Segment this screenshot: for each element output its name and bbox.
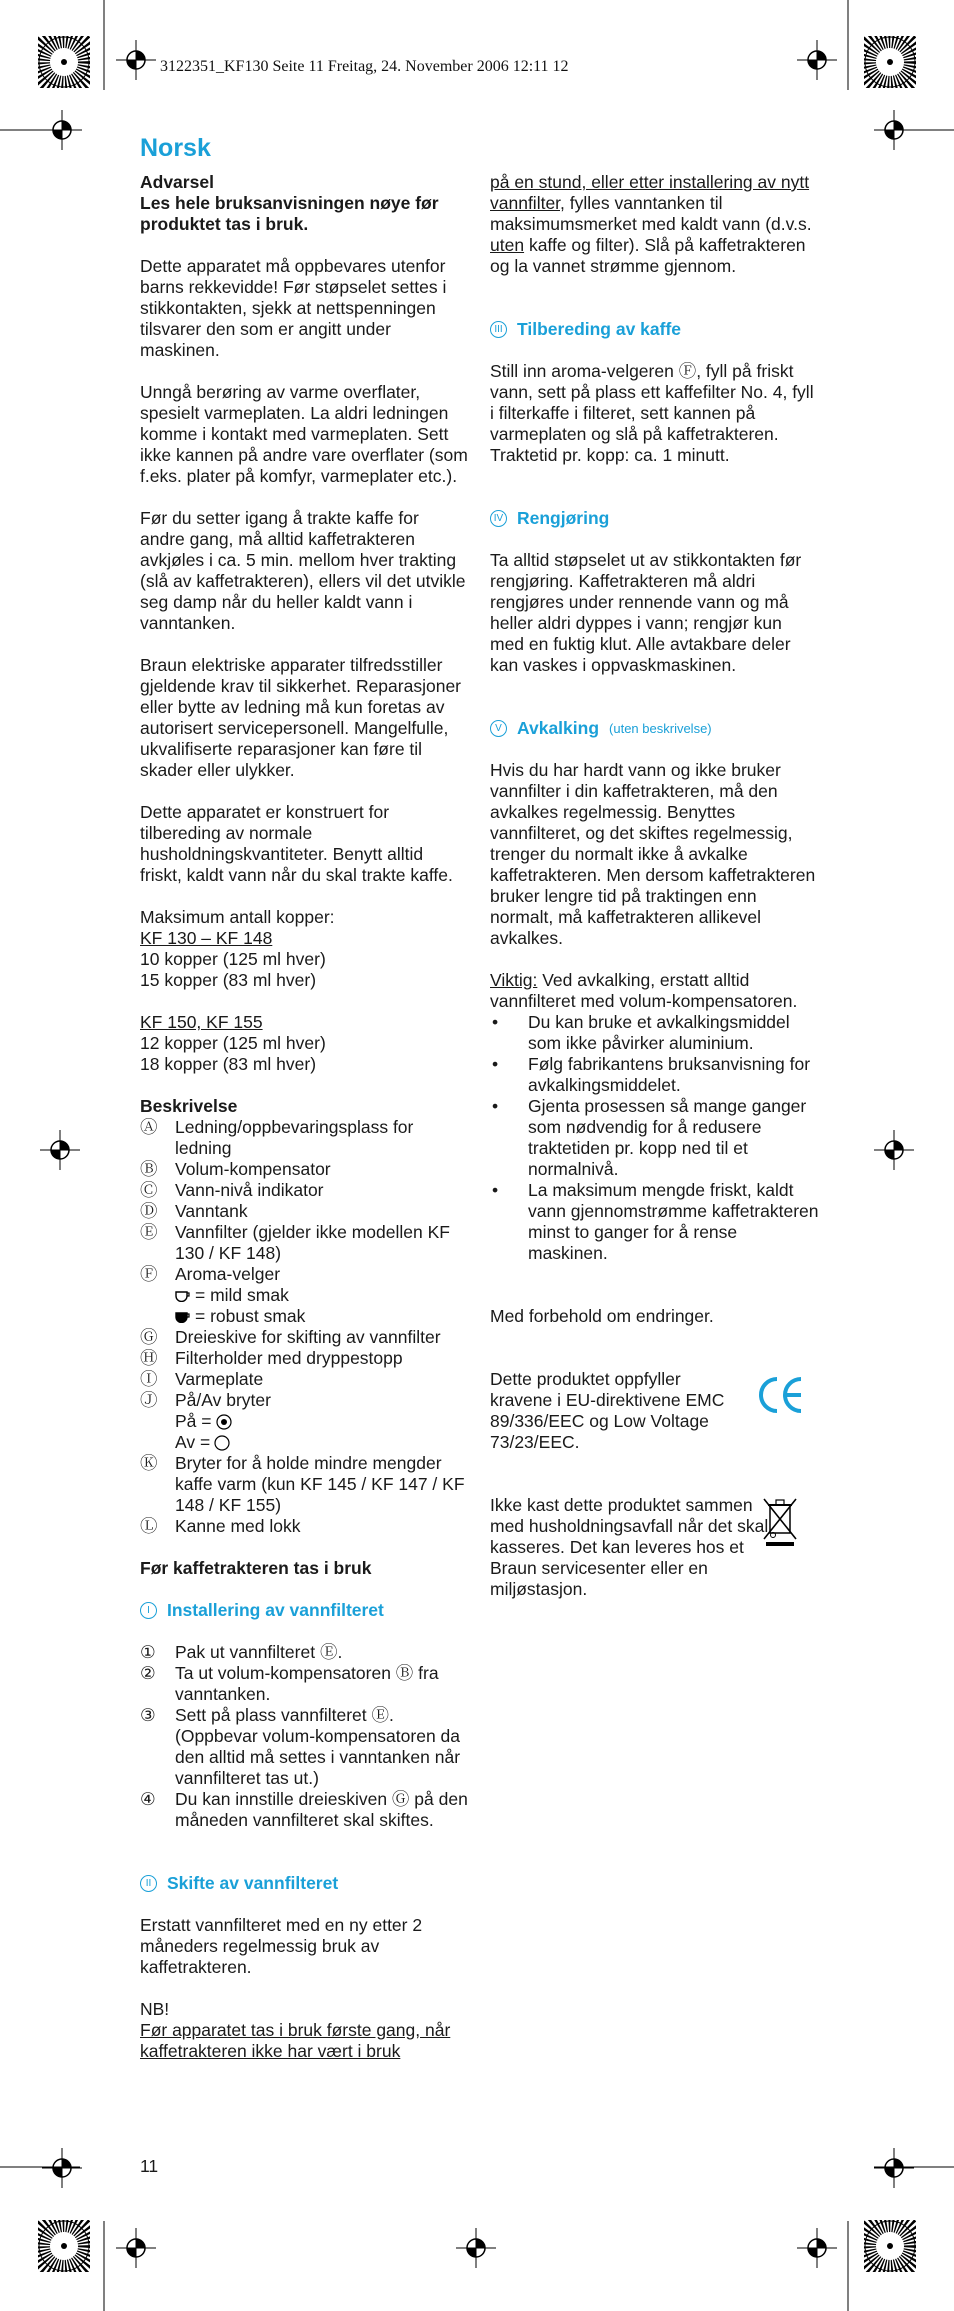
switch-off-icon <box>214 1435 230 1451</box>
model-group-a-line-1: 10 kopper (125 ml hver) <box>140 949 326 969</box>
crosshair-icon <box>116 2228 156 2268</box>
crosshair-icon <box>42 110 82 150</box>
switch-on-icon <box>216 1414 232 1430</box>
crosshair-icon <box>116 40 156 80</box>
crosshair-icon <box>40 1130 80 1170</box>
list-item: Ⓗ Filterholder med dryppestopp <box>140 1348 403 1368</box>
warning-paragraph-2: Unngå berøring av varme overflater, spesielt varmeplaten. La aldri ledningen komme i kontakt med varmeplaten. Sett ikke kannen på andre vare overflater (som f.eks. plater på komfyr, varmeplater etc.). <box>140 382 468 486</box>
section-number-badge: I <box>140 1602 157 1619</box>
section-4-paragraph: Ta alltid støpselet ut av stikkontakten før rengjøring. Kaffetrakteren må aldri rengjøres under rennende vann og må heller aldri dyppes i vann; rengjør kun med en fuktig klut. Alle avtakbare deler kan vaskes i oppvaskmaskinen. <box>490 550 802 675</box>
radial-target-icon <box>864 36 916 88</box>
left-column <box>140 172 468 2062</box>
description-title: Beskrivelse <box>140 1096 238 1116</box>
descaling-bullets <box>490 1012 820 1264</box>
model-group-b-line-2: 18 kopper (83 ml hver) <box>140 1054 317 1074</box>
section-2-paragraph: Erstatt vannfilteret med en ny etter 2 måneders regelmessig bruk av kaffetrakteren. <box>140 1915 423 1977</box>
list-item: Ⓓ Vanntank <box>140 1201 248 1221</box>
model-group-a-line-2: 15 kopper (83 ml hver) <box>140 970 317 990</box>
page-number: 11 <box>140 2156 159 2176</box>
list-item: Ⓔ Vannfilter (gjelder ikke modellen KF 130 / KF 148) <box>140 1222 450 1263</box>
note-text: Før apparatet tas i bruk første gang, når kaffetrakteren ikke har vært i bruk <box>140 2020 451 2061</box>
list-item: Ⓚ Bryter for å holde mindre mengder kaffe varm (kun KF 145 / KF 147 / KF 148 / KF 155) <box>140 1453 465 1515</box>
important-note: Viktig: Ved avkalking, erstatt alltid vannfilteret med volum-kompensatoren. <box>490 970 798 1011</box>
list-item: Ⓛ Kanne med lokk <box>140 1516 301 1536</box>
section-number-badge: II <box>140 1875 157 1892</box>
install-steps <box>140 1642 468 1831</box>
section-1-heading: I Installering av vannfilteret <box>140 1600 468 1621</box>
list-item: Ⓒ Vann-nivå indikator <box>140 1180 324 1200</box>
emc-text: Dette produktet oppfyller kravene i EU-direktivene EMC 89/336/EEC og Low Voltage 73/23/EEC. <box>490 1369 725 1452</box>
warning-paragraph-3: Før du setter igang å trakte kaffe for andre gang, må alltid kaffetrakteren avkjøles i ca. 5 min. mellom hver trakting (slå av kaffetrakteren), ellers vil det utvikle seg damp når du heller kaldt vann i vanntanken. <box>140 508 466 633</box>
list-item: ④ Du kan innstille dreieskiven Ⓖ på den måneden vannfilteret skal skiftes. <box>140 1789 468 1830</box>
list-item: ③ Sett på plass vannfilteret Ⓔ. (Oppbevar volum-kompensatoren da den alltid må settes i vanntanken når vannfilteret tas ut.) <box>140 1705 461 1788</box>
list-item: • La maksimum mengde friskt, kaldt vann gjennomstrømme kaffetrakteren minst to ganger for å rense maskinen. <box>492 1180 819 1263</box>
section-5-heading: V Avkalking (uten beskrivelse) <box>490 718 820 739</box>
emc-block <box>490 1369 820 1474</box>
model-group-b-line-1: 12 kopper (125 ml hver) <box>140 1033 326 1053</box>
disposal-text: Ikke kast dette produktet sammen med husholdningsavfall når det skal kasseres. Det kan leveres hos et Braun servicesenter eller en miljøstasjon. <box>490 1495 769 1599</box>
warning-paragraph-4: Braun elektriske apparater tilfredsstiller gjeldende krav til sikkerhet. Reparasjoner eller bytte av ledning må kun foretas av autorisert servicepersonell. Mangelfulle, ukvalifiserte reparasjoner kan føre til skader eller ulykker. <box>140 655 461 780</box>
section-number-badge: IV <box>490 510 507 527</box>
list-item: Ⓘ Varmeplate <box>140 1369 264 1389</box>
print-slug-line: 3122351_KF130 Seite 11 Freitag, 24. November 2006 12:11 12 <box>160 58 569 75</box>
switch-off-row: Av = <box>140 1432 468 1453</box>
parts-list <box>140 1117 468 1537</box>
list-item: Ⓖ Dreieskive for skifting av vannfilter <box>140 1327 441 1347</box>
list-item: • Følg fabrikantens bruksanvisning for avkalkingsmiddelet. <box>492 1054 811 1095</box>
section-3-paragraph: Still inn aroma-velgeren Ⓕ, fyll på friskt vann, sett på plass ett kaffefilter No. 4, fyll i filterkaffe i filteret, sett kannen på varmeplaten og slå på kaffetrakteren. Traktetid pr. kopp: ca. 1 minutt. <box>490 361 814 465</box>
cup-robust-icon <box>175 1311 191 1323</box>
list-item: Ⓙ På/Av bryter <box>140 1390 271 1410</box>
crosshair-icon <box>874 2148 914 2188</box>
list-item: ② Ta ut volum-kompensatoren Ⓑ fra vanntanken. <box>140 1663 439 1704</box>
list-item: Ⓑ Volum-kompensator <box>140 1159 331 1179</box>
before-use-title: Før kaffetrakteren tas i bruk <box>140 1558 372 1578</box>
switch-on-row: På = <box>140 1411 468 1432</box>
crosshair-icon <box>874 110 914 150</box>
model-group-b: KF 150, KF 155 <box>140 1012 263 1032</box>
section-4-heading: IV Rengjøring <box>490 508 820 529</box>
radial-target-icon <box>38 36 90 88</box>
aroma-mild-row: = mild smak <box>140 1285 468 1306</box>
ce-mark-icon <box>757 1375 805 1415</box>
max-cups-title: Maksimum antall kopper: <box>140 907 335 927</box>
warning-title: Advarsel <box>140 172 214 192</box>
radial-target-icon <box>38 2220 90 2272</box>
page-title: Norsk <box>140 134 211 162</box>
section-2-heading: II Skifte av vannfilteret <box>140 1873 468 1894</box>
crosshair-icon <box>797 40 837 80</box>
warning-paragraph-5: Dette apparatet er konstruert for tilbereding av normale husholdningskvantiteter. Benytt alltid friskt, kaldt vann når du skal trakte kaffe. <box>140 802 453 885</box>
continued-paragraph: på en stund, eller etter installering av nytt vannfilter, fylles vanntanken til maksimumsmerket med kaldt vann (d.v.s. uten kaffe og filter). Slå på kaffetrakteren og la vannet strømme gjennom. <box>490 172 812 276</box>
note-label: NB! <box>140 1999 170 2019</box>
list-item: • Du kan bruke et avkalkingsmiddel som ikke påvirker aluminium. <box>492 1012 790 1053</box>
section-number-badge: V <box>490 720 507 737</box>
section-number-badge: III <box>490 321 507 338</box>
section-3-heading: III Tilbereding av kaffe <box>490 319 820 340</box>
list-item: Ⓐ Ledning/oppbevaringsplass for ledning <box>140 1117 414 1158</box>
warning-lead: Les hele bruksanvisningen nøye før produktet tas i bruk. <box>140 193 439 234</box>
crosshair-icon <box>797 2228 837 2268</box>
list-item: Ⓕ Aroma-velger <box>140 1264 281 1284</box>
weee-bin-icon <box>760 1495 800 1547</box>
cup-mild-icon <box>175 1290 191 1302</box>
warning-paragraph-1: Dette apparatet må oppbevares utenfor barns rekkevidde! Før støpselet settes i stikkontakten, sjekk at nettspenningen tilsvarer den som er angitt under maskinen. <box>140 256 447 360</box>
section-5-paragraph: Hvis du har hardt vann og ikke bruker vannfilter i din kaffetrakteren, må den avkalkes regelmessig. Benyttes vannfilteret, og det skiftes regelmessig, trenger du normalt ikke å avkalke kaffetrakteren. Men dersom kaffetrakteren bruker lengre tid på traktingen enn normalt, må kaffetrakteren allikevel avkalkes. <box>490 760 816 948</box>
crosshair-icon <box>42 2148 82 2188</box>
crosshair-icon <box>874 1130 914 1170</box>
crosshair-icon <box>456 2228 496 2268</box>
right-column <box>490 172 820 1621</box>
aroma-robust-row: = robust smak <box>140 1306 468 1327</box>
radial-target-icon <box>864 2220 916 2272</box>
reservation-note: Med forbehold om endringer. <box>490 1306 714 1326</box>
list-item: ① Pak ut vannfilteret Ⓔ. <box>140 1642 343 1662</box>
model-group-a: KF 130 – KF 148 <box>140 928 273 948</box>
disposal-block <box>490 1495 820 1621</box>
list-item: • Gjenta prosessen så mange ganger som nødvendig for å redusere traktetiden pr. kopp ned til et normalnivå. <box>492 1096 807 1179</box>
